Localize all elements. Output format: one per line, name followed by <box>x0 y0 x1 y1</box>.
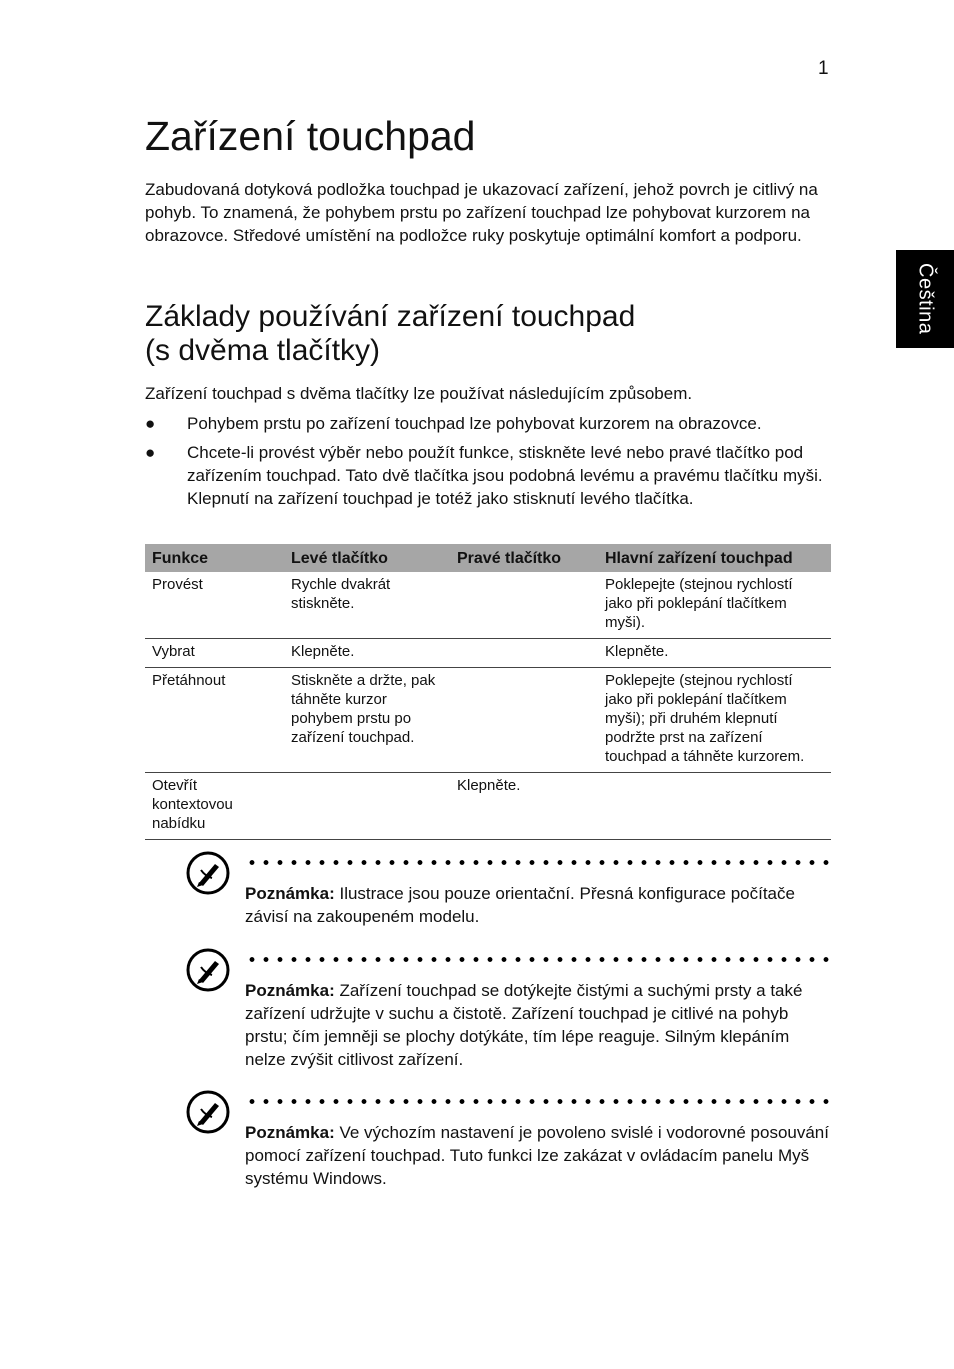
page-title: Zařízení touchpad <box>145 113 476 159</box>
note-text <box>245 882 831 928</box>
table-cell: Stiskněte a držte, pak táhněte kurzor pohybem prstu po zařízení touchpad. <box>284 668 450 773</box>
table-cell: Klepněte. <box>598 639 831 668</box>
table-header: Hlavní zařízení touchpad <box>598 544 831 572</box>
table-cell: Provést <box>145 572 284 639</box>
table-row <box>145 639 831 668</box>
language-tab <box>896 250 954 348</box>
section-lead: Zařízení touchpad s dvěma tlačítky lze používat následujícím způsobem. <box>145 384 693 403</box>
table-cell <box>450 572 598 639</box>
note-divider <box>245 860 831 865</box>
bullet-text: Chcete-li provést výběr nebo použít funkce, stiskněte levé nebo pravé tlačítko pod zařízením touchpad. Tato dvě tlačítka jsou podobná levému a pravému tlačítku myši. Klepnutí na zařízení touchpad je totéž jako stisknutí levého tlačítka. <box>187 443 823 508</box>
table-cell <box>450 639 598 668</box>
section-heading-line1: Základy používání zařízení touchpad <box>145 300 636 333</box>
table-header: Funkce <box>145 544 284 572</box>
note-text <box>245 979 831 1071</box>
table-cell <box>598 773 831 840</box>
table-cell: Poklepejte (stejnou rychlostí jako při poklepání tlačítkem myši); při druhém klepnutí podržte prst na zařízení touchpad a táhněte kurzorem. <box>598 668 831 773</box>
table-cell: Klepněte. <box>450 773 598 840</box>
table-row <box>145 572 831 639</box>
note-pen-icon <box>185 1089 231 1135</box>
function-table <box>145 544 831 840</box>
note-divider <box>245 957 831 962</box>
table-row <box>145 773 831 840</box>
note-pen-icon <box>185 947 231 993</box>
section-heading <box>145 300 635 368</box>
bullet-text: Pohybem prstu po zařízení touchpad lze pohybovat kurzorem na obrazovce. <box>187 414 762 433</box>
note-label: Poznámka: <box>245 981 335 1000</box>
note-body: Ilustrace jsou pouze orientační. Přesná konfigurace počítače závisí na zakoupeném modelu. <box>245 884 795 926</box>
table-cell: Otevřít kontextovou nabídku <box>145 773 284 840</box>
bullet-dot: ● <box>145 443 156 462</box>
language-tab-label: Čeština <box>914 263 937 335</box>
note-body: Ve výchozím nastavení je povoleno svislé i vodorovné posouvání pomocí zařízení touchpad. Tuto funkci lze zakázat v ovládacím panelu Myš systému Windows. <box>245 1123 829 1188</box>
table-header: Levé tlačítko <box>284 544 450 572</box>
note-label: Poznámka: <box>245 1123 335 1142</box>
table-cell: Vybrat <box>145 639 284 668</box>
section-heading-line2: (s dvěma tlačítky) <box>145 334 381 367</box>
page-number: 1 <box>818 58 829 79</box>
table-cell: Přetáhnout <box>145 668 284 773</box>
note-label: Poznámka: <box>245 884 335 903</box>
table-row <box>145 668 831 773</box>
table-cell: Klepněte. <box>284 639 450 668</box>
table-header: Pravé tlačítko <box>450 544 598 572</box>
table-cell: Poklepejte (stejnou rychlostí jako při poklepání tlačítkem myši). <box>598 572 831 639</box>
intro-paragraph: Zabudovaná dotyková podložka touchpad je ukazovací zařízení, jehož povrch je citlivý na pohyb. To znamená, že pohybem prstu po zařízení touchpad lze pohybovat kurzorem na obrazovce. Středové umístění na podložce ruky poskytuje optimální komfort a podporu. <box>145 180 818 245</box>
note-pen-icon <box>185 850 231 896</box>
bullet-dot: ● <box>145 414 156 433</box>
table-cell <box>450 668 598 773</box>
table-cell: Rychle dvakrát stiskněte. <box>284 572 450 639</box>
table-cell <box>284 773 450 840</box>
table-header-row <box>145 544 831 572</box>
note-body: Zařízení touchpad se dotýkejte čistými a suchými prsty a také zařízení udržujte v suchu a čistotě. Zařízení touchpad je citlivé na pohyb prstu; čím jemněji se plochy dotýkáte, tím lépe reaguje. Silným klepáním nelze zvýšit citlivost zařízení. <box>245 981 803 1069</box>
note-divider <box>245 1099 831 1104</box>
note-text <box>245 1121 831 1190</box>
